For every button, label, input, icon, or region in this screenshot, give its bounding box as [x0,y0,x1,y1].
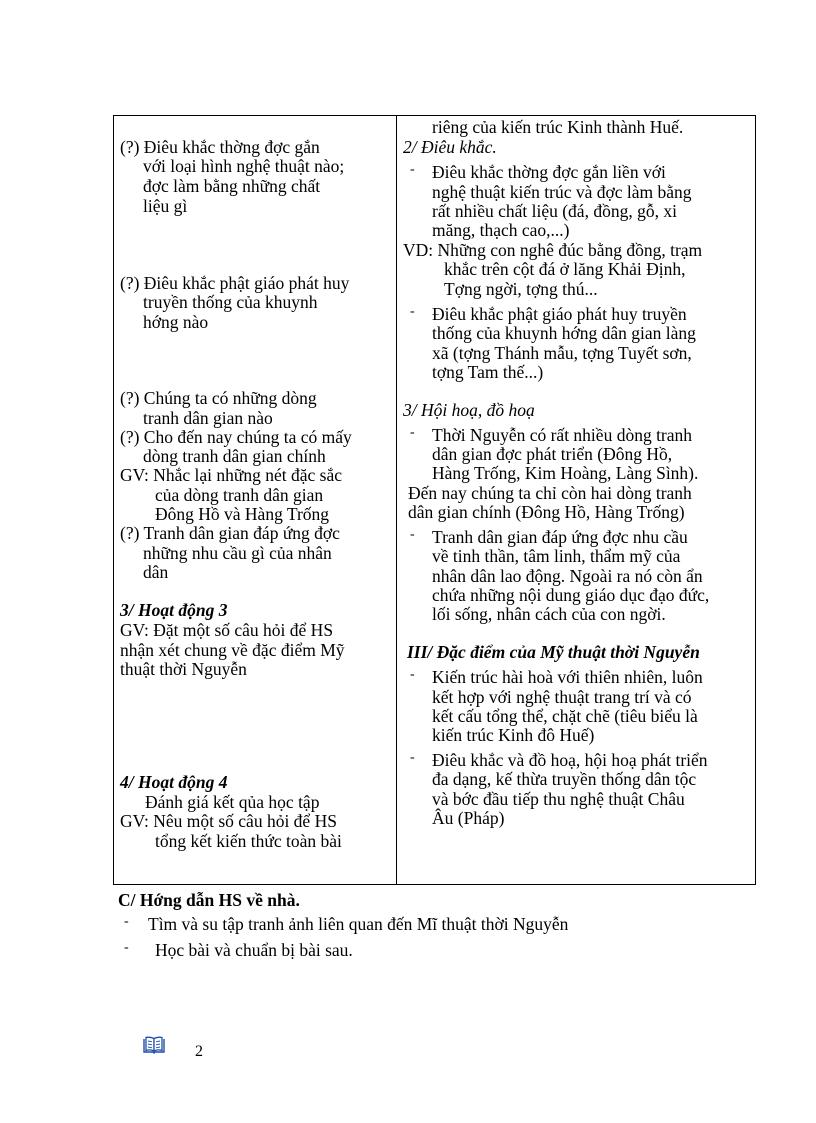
sculpture-line-2: nghệ thuật kiến trúc và đợc làm bằng [432,182,692,202]
bullet-dash: - [410,162,415,177]
folk-needs-line-2: về tinh thần, tâm linh, thẩm mỹ của [432,546,681,566]
architecture-line-2: kết hợp với nghệ thuật trang trí và có [432,687,692,707]
question-5-line-2: những nhu cầu gì của nhân [143,543,332,563]
question-2-line-3: hớng nào [143,312,209,332]
activity-4-line-3: tổng kết kiến thức toàn bài [155,831,342,851]
example-line-3: Tợng ngời, tợng thú... [444,279,598,299]
teacher-note-line-2: của dòng tranh dân gian [155,485,324,505]
buddhist-line-3: xã (tợng Thánh mẫu, tợng Tuyết sơn, [432,343,692,363]
homework-item-1: Tìm và su tập tranh ảnh liên quan đến Mĩ thuật thời Nguyễn [148,914,569,934]
folk-needs-line-5: lối sống, nhân cách của con ngời. [432,604,666,624]
question-1-line-1: (?) Điêu khắc thờng đợc gắn [120,137,320,157]
sculpture-painting-line-3: và bớc đầu tiếp thu nghệ thuật Châu [432,789,685,809]
example-line-1: VD: Những con nghê đúc bằng đồng, trạm [403,240,703,260]
bullet-dash: - [124,940,129,955]
question-1-line-4: liệu gì [143,196,188,216]
bullet-dash: - [410,527,415,542]
painting-line-2: dân gian đợc phát triển (Đông Hồ, [432,444,673,464]
bullet-dash: - [124,914,129,929]
sculpture-painting-line-1: Điêu khắc và đồ hoạ, hội hoạ phát triển [432,750,708,770]
folk-needs-line-3: nhân dân lao động. Ngoài ra nó còn ẩn [432,566,703,586]
page-number: 2 [195,1043,203,1060]
buddhist-line-4: tợng Tam thế...) [432,362,544,382]
folk-needs-line-4: chứa những nội dung giáo dục đạo đức, [432,585,710,605]
painting-line-1: Thời Nguyễn có rất nhiều dòng tranh [432,425,693,445]
sculpture-line-4: măng, thạch cao,...) [432,220,570,240]
sculpture-line-1: Điêu khắc thờng đợc gắn liền với [432,162,666,182]
activity-3-line-3: thuật thời Nguyễn [120,659,247,679]
activity-4-line-1: Đánh giá kết qủa học tập [145,792,320,812]
question-2-line-2: truyền thống của khuynh [143,292,318,312]
teacher-note-line-3: Đông Hồ và Hàng Trống [155,504,330,524]
architecture-line-1: Kiến trúc hài hoà với thiên nhiên, luôn [432,667,703,687]
sculpture-line-3: rất nhiều chất liệu (đá, đồng, gỗ, xi [432,201,677,221]
section-characteristics-title: III/ Đặc điểm của Mỹ thuật thời Nguyễn [407,642,700,662]
activity-4-title: 4/ Hoạt động 4 [120,772,228,792]
painting-line-3: Hàng Trống, Kim Hoàng, Làng Sình). [432,463,699,483]
sculpture-painting-line-2: đa dạng, kế thừa truyền thống dân tộc [432,769,697,789]
activity-3-line-1: GV: Đặt một số câu hỏi để HS [120,620,334,640]
activity-4-line-2: GV: Nêu một số câu hỏi để HS [120,811,337,831]
bullet-dash: - [410,667,415,682]
painting-summary-line-1: Đến nay chúng ta chỉ còn hai dòng tranh [408,483,692,503]
section-2-title: 2/ Điêu khắc. [403,137,497,157]
section-3-title: 3/ Hội hoạ, đồ hoạ [403,400,535,420]
painting-summary-line-2: dân gian chính (Đông Hồ, Hàng Trống) [408,502,685,522]
architecture-line-3: kết cấu tổng thể, chặt chẽ (tiêu biểu là [432,706,698,726]
question-3-line-1: (?) Chúng ta có những dòng [120,388,317,408]
question-1-line-2: với loại hình nghệ thuật nào; [143,156,345,176]
homework-item-2: Học bài và chuẩn bị bài sau. [155,940,353,960]
question-2-line-1: (?) Điêu khắc phật giáo phát huy [120,273,350,293]
question-1-line-3: đợc làm bằng những chất [143,176,321,196]
bullet-dash: - [410,750,415,765]
right-top-line: riêng của kiến trúc Kinh thành Huế. [432,117,684,137]
folk-needs-line-1: Tranh dân gian đáp ứng đợc nhu cầu [432,527,688,547]
activity-3-title: 3/ Hoạt động 3 [120,600,228,620]
bullet-dash: - [410,304,415,319]
column-divider [396,115,397,885]
teacher-note-line-1: GV: Nhắc lại những nét đặc sắc [120,465,342,485]
bullet-dash: - [410,425,415,440]
question-3-line-2: tranh dân gian nào [143,408,273,428]
book-icon [143,1036,165,1058]
question-5-line-1: (?) Tranh dân gian đáp ứng đợc [120,523,340,543]
question-4-line-1: (?) Cho đến nay chúng ta có mấy [120,427,352,447]
question-4-line-2: dòng tranh dân gian chính [143,446,326,466]
buddhist-line-2: thống của khuynh hớng dân gian làng [432,323,696,343]
architecture-line-4: kiến trúc Kinh đô Huế) [432,725,595,745]
question-5-line-3: dân [143,562,169,582]
buddhist-line-1: Điêu khắc phật giáo phát huy truyền [432,304,687,324]
homework-title: C/ Hớng dẫn HS về nhà. [118,890,300,910]
activity-3-line-2: nhận xét chung về đặc điểm Mỹ [120,640,345,660]
example-line-2: khắc trên cột đá ở lăng Khải Định, [444,259,686,279]
sculpture-painting-line-4: Âu (Pháp) [432,808,505,828]
